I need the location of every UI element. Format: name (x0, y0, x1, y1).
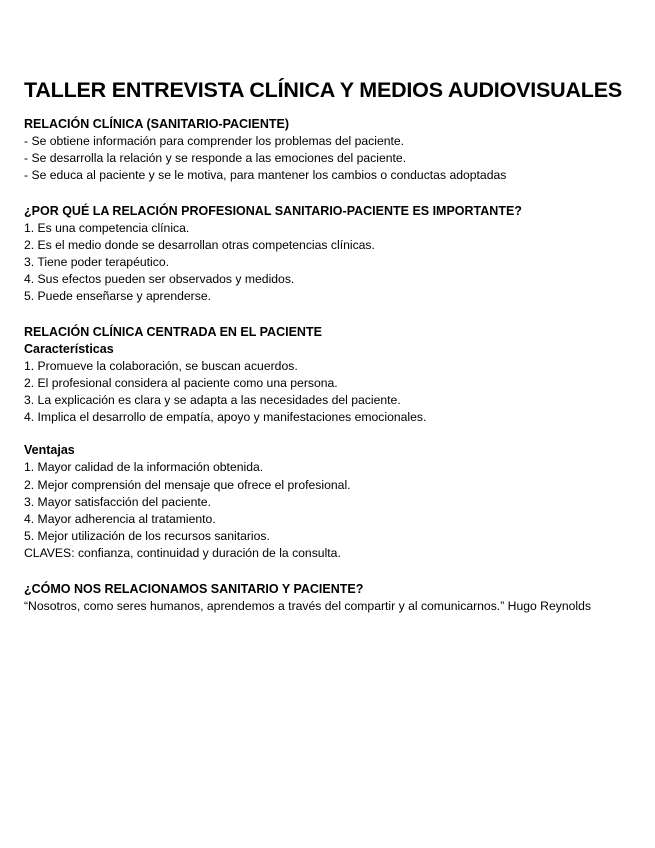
claves-line: CLAVES: confianza, continuidad y duración de la consulta. (24, 546, 341, 561)
list-item: 5. Puede enseñarse y aprenderse. (24, 289, 212, 304)
bullet-line: - Se obtiene información para comprender los problemas del paciente. (24, 134, 405, 148)
list-item: 1. Promueve la colaboración, se buscan acuerdos. (24, 358, 298, 373)
list-item: 3. Mayor satisfacción del paciente. (24, 494, 211, 509)
section-heading: RELACIÓN CLÍNICA CENTRADA EN EL PACIENTE (24, 324, 322, 339)
bullet-line: - Se educa al paciente y se le motiva, para mantener los cambios o conductas adoptadas (24, 168, 507, 183)
list-item: 3. Tiene poder terapéutico. (24, 255, 169, 270)
list-item: 2. El profesional considera al paciente como una persona. (24, 375, 338, 390)
page-title: TALLER ENTREVISTA CLÍNICA Y MEDIOS AUDIOVISUALES (24, 78, 623, 102)
quote-line: “Nosotros, como seres humanos, aprendemos a través del compartir y al comunicarnos.” Hugo Reynolds (24, 598, 591, 613)
section-por-que-importante (24, 203, 644, 306)
section-relacion-clinica (24, 116, 644, 185)
list-item: 2. Es el medio donde se desarrollan otras competencias clínicas. (24, 237, 375, 252)
list-item: 4. Implica el desarrollo de empatía, apoyo y manifestaciones emocionales. (24, 410, 427, 425)
section-ventajas (24, 442, 644, 562)
section-heading: ¿CÓMO NOS RELACIONAMOS SANITARIO Y PACIENTE? (24, 581, 364, 596)
list-item: 1. Mayor calidad de la información obtenida. (24, 460, 264, 475)
list-item: 4. Sus efectos pueden ser observados y medidos. (24, 272, 295, 287)
document-page (24, 76, 644, 633)
section-subheading: Características (24, 341, 114, 356)
bullet-line: - Se desarrolla la relación y se responde a las emociones del paciente. (24, 151, 407, 166)
list-item: 1. Es una competencia clínica. (24, 220, 190, 235)
list-item: 3. La explicación es clara y se adapta a las necesidades del paciente. (24, 393, 401, 408)
section-relacion-centrada (24, 324, 644, 427)
section-como-nos-relacionamos (24, 581, 644, 615)
list-item: 5. Mejor utilización de los recursos sanitarios. (24, 529, 270, 544)
list-item: 4. Mayor adherencia al tratamiento. (24, 512, 216, 527)
list-item: 2. Mejor comprensión del mensaje que ofrece el profesional. (24, 477, 351, 492)
section-subheading: Ventajas (24, 443, 75, 458)
section-heading: RELACIÓN CLÍNICA (SANITARIO-PACIENTE) (24, 117, 290, 131)
section-heading: ¿POR QUÉ LA RELACIÓN PROFESIONAL SANITARIO-PACIENTE ES IMPORTANTE? (24, 203, 522, 218)
